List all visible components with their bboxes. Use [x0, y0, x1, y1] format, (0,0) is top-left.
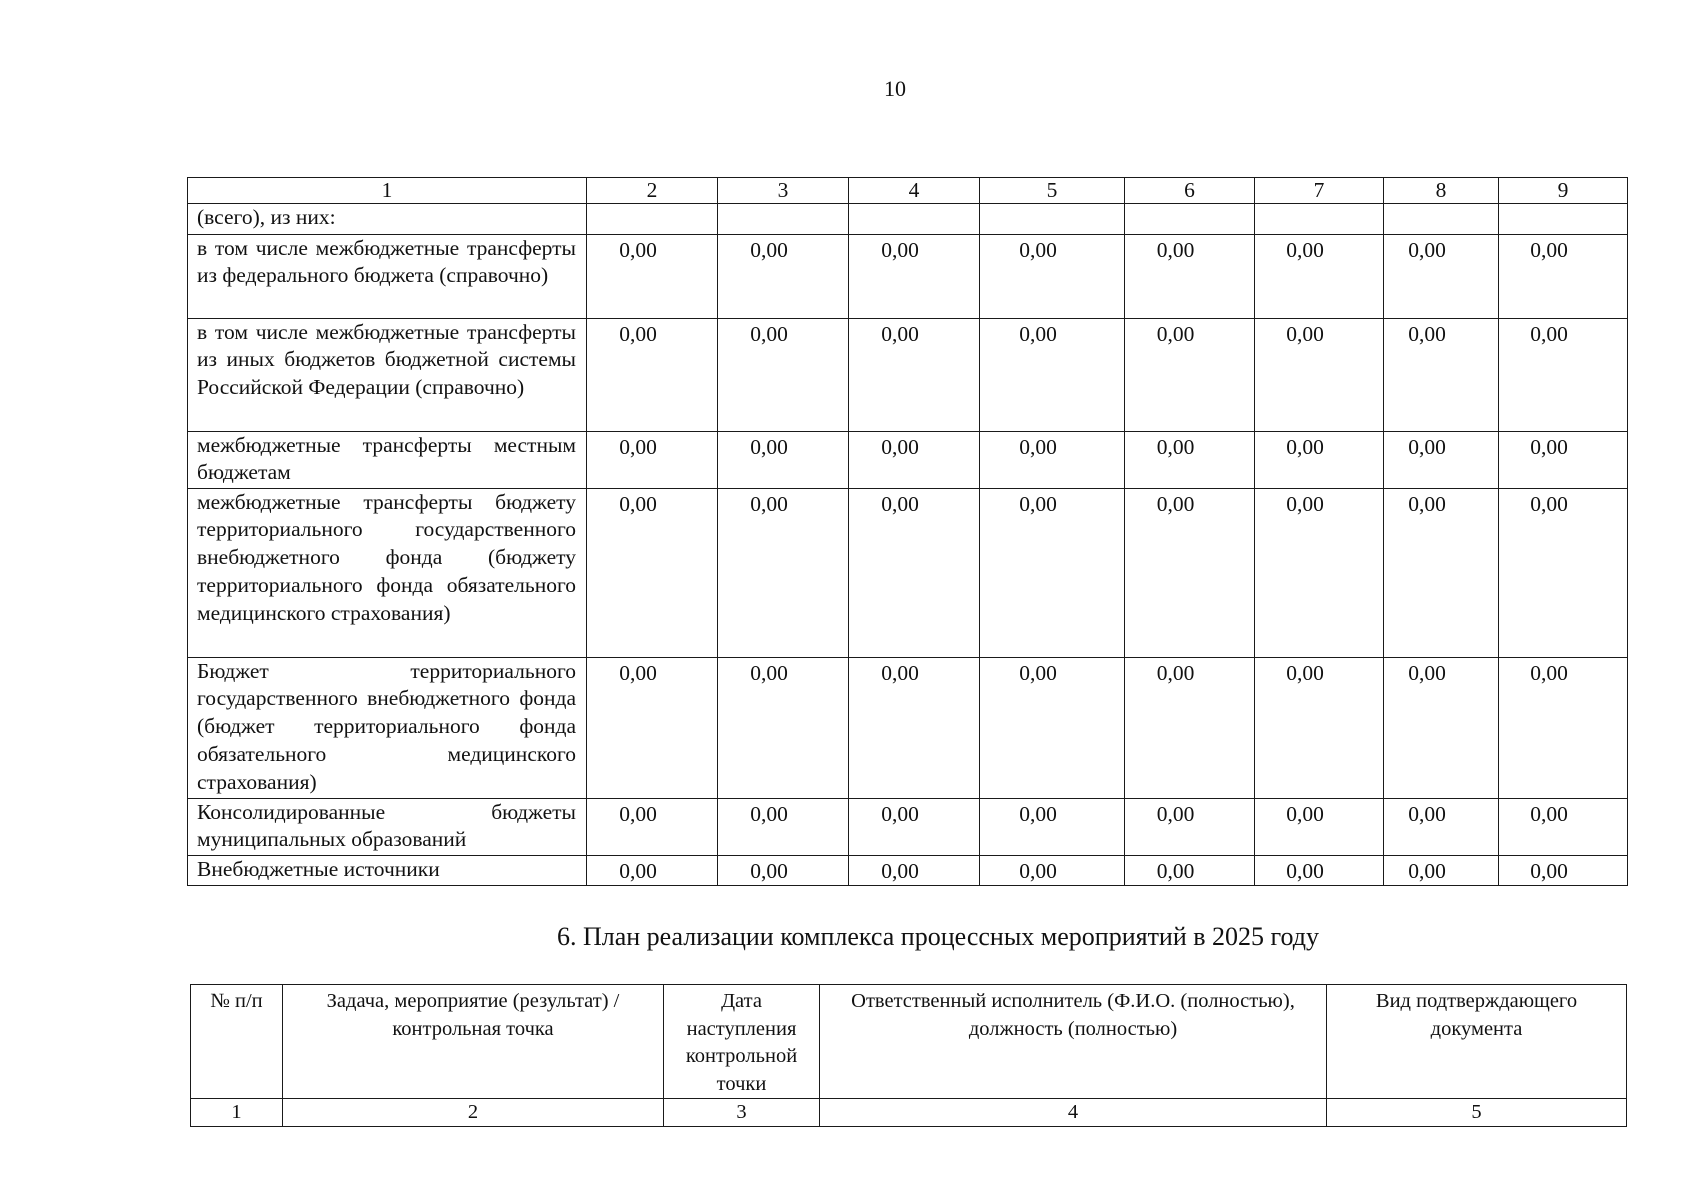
column-number: 9 [1499, 178, 1628, 204]
value-cell [980, 798, 1125, 855]
cell-value: 0,00 [1286, 660, 1324, 685]
value-cell [980, 488, 1125, 657]
cell-value: 0,00 [881, 858, 919, 883]
cell-value: 0,00 [1019, 801, 1057, 826]
table-row [188, 234, 1628, 318]
cell-value: 0,00 [1530, 434, 1568, 459]
cell-value: 0,00 [750, 801, 788, 826]
cell-value: 0,00 [1286, 237, 1324, 262]
value-cell [849, 318, 980, 431]
cell-value: 0,00 [619, 801, 657, 826]
value-cell [718, 431, 849, 488]
value-cell [1255, 657, 1384, 798]
cell-value: 0,00 [1530, 491, 1568, 516]
value-cell [1499, 234, 1628, 318]
value-cell [849, 431, 980, 488]
value-cell [718, 855, 849, 886]
value-cell [1384, 798, 1499, 855]
value-cell [849, 204, 980, 235]
cell-value: 0,00 [1408, 801, 1446, 826]
value-cell [1125, 204, 1255, 235]
cell-value: 0,00 [1408, 237, 1446, 262]
value-cell [718, 488, 849, 657]
cell-value: 0,00 [1530, 660, 1568, 685]
cell-value: 0,00 [619, 858, 657, 883]
cell-value: 0,00 [1019, 660, 1057, 685]
column-header: № п/п [191, 985, 283, 1099]
value-cell [1125, 855, 1255, 886]
column-number: 1 [191, 1099, 283, 1127]
value-cell [1255, 855, 1384, 886]
cell-value: 0,00 [1156, 434, 1195, 459]
plan-table [190, 984, 1627, 1127]
cell-value: 0,00 [1156, 237, 1195, 262]
row-label: Консолидированные бюджеты муниципальных образований [188, 798, 587, 855]
cell-value: 0,00 [619, 321, 657, 346]
value-cell [980, 234, 1125, 318]
cell-value: 0,00 [881, 801, 919, 826]
column-header: Ответственный исполнитель (Ф.И.О. (полностью), должность (полностью) [820, 985, 1327, 1099]
value-cell [1499, 798, 1628, 855]
value-cell [849, 855, 980, 886]
cell-value: 0,00 [1286, 321, 1324, 346]
cell-value: 0,00 [1530, 237, 1568, 262]
table-row [188, 318, 1628, 431]
column-number-row [191, 1099, 1627, 1127]
value-cell [587, 798, 718, 855]
value-cell [1499, 431, 1628, 488]
cell-value: 0,00 [1408, 491, 1446, 516]
cell-value: 0,00 [1286, 491, 1324, 516]
value-cell [587, 234, 718, 318]
cell-value: 0,00 [750, 321, 788, 346]
column-number: 3 [718, 178, 849, 204]
page-number: 10 [884, 76, 906, 101]
table-header-row [191, 985, 1627, 1099]
value-cell [849, 798, 980, 855]
cell-value: 0,00 [1156, 801, 1195, 826]
row-label: межбюджетные трансферты местным бюджетам [188, 431, 587, 488]
value-cell [1255, 431, 1384, 488]
value-cell [1125, 431, 1255, 488]
value-cell [1125, 488, 1255, 657]
value-cell [980, 431, 1125, 488]
value-cell [980, 204, 1125, 235]
value-cell [1384, 855, 1499, 886]
table-row [188, 204, 1628, 235]
table-row [188, 657, 1628, 798]
cell-value: 0,00 [1530, 801, 1568, 826]
cell-value: 0,00 [1019, 858, 1057, 883]
cell-value: 0,00 [1286, 858, 1324, 883]
cell-value: 0,00 [619, 491, 657, 516]
cell-value: 0,00 [1019, 434, 1057, 459]
value-cell [849, 657, 980, 798]
value-cell [718, 798, 849, 855]
column-header: Задача, мероприятие (результат) / контрольная точка [283, 985, 664, 1099]
column-header: Дата наступления контрольной точки [664, 985, 820, 1099]
value-cell [1255, 798, 1384, 855]
value-cell [1255, 318, 1384, 431]
row-label: Бюджет территориального государственного внебюджетного фонда (бюджет территориального фонда обязательного медицинского страхования) [188, 657, 587, 798]
row-label: в том числе межбюджетные трансферты из иных бюджетов бюджетной системы Российской Федерации (справочно) [188, 318, 587, 431]
value-cell [1125, 657, 1255, 798]
value-cell [587, 431, 718, 488]
value-cell [587, 657, 718, 798]
cell-value: 0,00 [1408, 660, 1446, 685]
value-cell [1384, 204, 1499, 235]
value-cell [1499, 488, 1628, 657]
table-row [188, 488, 1628, 657]
row-label: (всего), из них: [188, 204, 587, 235]
column-number: 8 [1384, 178, 1499, 204]
column-number: 4 [849, 178, 980, 204]
cell-value: 0,00 [1019, 321, 1057, 346]
value-cell [718, 318, 849, 431]
cell-value: 0,00 [881, 434, 919, 459]
cell-value: 0,00 [881, 660, 919, 685]
cell-value: 0,00 [881, 237, 919, 262]
value-cell [587, 318, 718, 431]
value-cell [1125, 798, 1255, 855]
cell-value: 0,00 [1530, 858, 1568, 883]
value-cell [1255, 234, 1384, 318]
value-cell [1384, 431, 1499, 488]
value-cell [1255, 488, 1384, 657]
value-cell [718, 657, 849, 798]
cell-value: 0,00 [1156, 660, 1195, 685]
value-cell [1384, 234, 1499, 318]
value-cell [1499, 657, 1628, 798]
value-cell [980, 657, 1125, 798]
cell-value: 0,00 [1286, 801, 1324, 826]
cell-value: 0,00 [1156, 491, 1195, 516]
cell-value: 0,00 [881, 321, 919, 346]
column-number: 5 [1327, 1099, 1627, 1127]
cell-value: 0,00 [1156, 321, 1195, 346]
value-cell [718, 204, 849, 235]
cell-value: 0,00 [1019, 491, 1057, 516]
cell-value: 0,00 [750, 237, 788, 262]
value-cell [849, 488, 980, 657]
table-header-row [188, 178, 1628, 204]
value-cell [587, 855, 718, 886]
cell-value: 0,00 [1019, 237, 1057, 262]
value-cell [980, 318, 1125, 431]
table-row [188, 431, 1628, 488]
cell-value: 0,00 [1156, 858, 1195, 883]
column-number: 3 [664, 1099, 820, 1127]
column-number: 5 [980, 178, 1125, 204]
cell-value: 0,00 [619, 237, 657, 262]
value-cell [1384, 657, 1499, 798]
column-number: 7 [1255, 178, 1384, 204]
value-cell [1384, 488, 1499, 657]
budget-table [187, 177, 1628, 886]
value-cell [1499, 855, 1628, 886]
cell-value: 0,00 [881, 491, 919, 516]
cell-value: 0,00 [619, 434, 657, 459]
cell-value: 0,00 [1408, 434, 1446, 459]
value-cell [1125, 318, 1255, 431]
value-cell [980, 855, 1125, 886]
value-cell [849, 234, 980, 318]
column-number: 2 [587, 178, 718, 204]
value-cell [718, 234, 849, 318]
cell-value: 0,00 [1408, 858, 1446, 883]
row-label: Внебюджетные источники [188, 855, 587, 886]
cell-value: 0,00 [619, 660, 657, 685]
column-number: 1 [188, 178, 587, 204]
column-header: Вид подтверждающего документа [1327, 985, 1627, 1099]
cell-value: 0,00 [1286, 434, 1324, 459]
column-number: 2 [283, 1099, 664, 1127]
table-row [188, 798, 1628, 855]
row-label: в том числе межбюджетные трансферты из федерального бюджета (справочно) [188, 234, 587, 318]
cell-value: 0,00 [1408, 321, 1446, 346]
cell-value: 0,00 [750, 858, 788, 883]
value-cell [1499, 204, 1628, 235]
column-number: 4 [820, 1099, 1327, 1127]
row-label: межбюджетные трансферты бюджету территориального государственного внебюджетного фонда (бюджету территориального фонда обязательного медицинского страхования) [188, 488, 587, 657]
cell-value: 0,00 [1530, 321, 1568, 346]
value-cell [1255, 204, 1384, 235]
cell-value: 0,00 [750, 491, 788, 516]
cell-value: 0,00 [750, 660, 788, 685]
section-title: 6. План реализации комплекса процессных мероприятий в 2025 году [556, 922, 1320, 951]
value-cell [1384, 318, 1499, 431]
value-cell [1499, 318, 1628, 431]
table-row [188, 855, 1628, 886]
value-cell [587, 204, 718, 235]
cell-value: 0,00 [750, 434, 788, 459]
value-cell [1125, 234, 1255, 318]
column-number: 6 [1125, 178, 1255, 204]
value-cell [587, 488, 718, 657]
